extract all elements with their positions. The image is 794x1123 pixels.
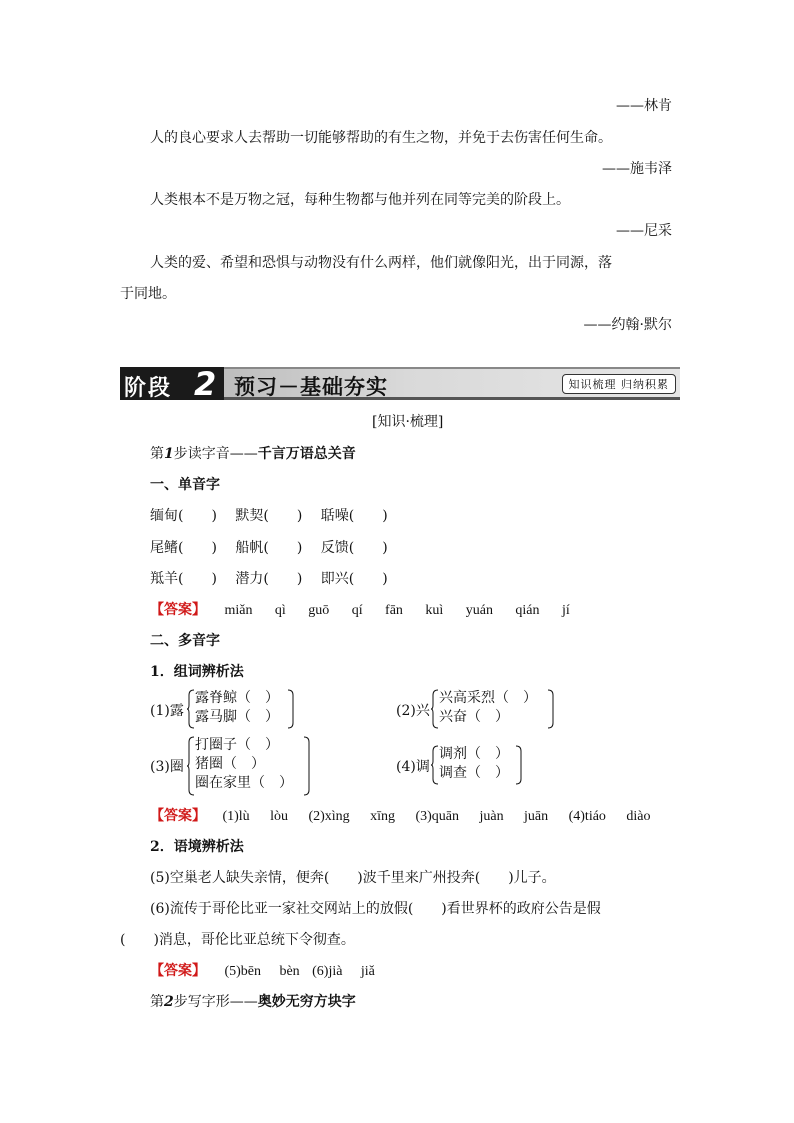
sub2-1-heading: 1．组词辨析法	[150, 664, 244, 680]
quote-author-nietzsche: ——尼采	[616, 223, 672, 239]
row3	[150, 569, 388, 589]
stage-tag: 知识梳理 归纳积累	[562, 374, 677, 394]
quote-text-nietzsche: 人类根本不是万物之冠，每种生物都与他并列在同等完美的阶段上。	[150, 192, 570, 208]
row2-item-1: 尾鳍( )	[150, 540, 217, 556]
group3-item-3: 圈在家里（ ）	[195, 775, 293, 791]
group4-head: (4)调	[396, 759, 430, 775]
quote-author-schweitzer: ——施韦泽	[602, 161, 672, 177]
ans2-8: diào	[626, 809, 651, 824]
answer-label-2: 【答案】	[150, 808, 206, 824]
ans1-4: fān	[385, 603, 403, 618]
ans1-6: yuán	[465, 603, 493, 618]
stage-label: 阶段	[124, 376, 173, 401]
ans1-3: qí	[351, 603, 363, 618]
context-5: (5)空巢老人缺失亲情，便奔( )波千里来广州投奔( )儿子。	[150, 870, 556, 886]
step2-mid: 步写字形——	[173, 994, 258, 1010]
ans1-8: jí	[561, 603, 570, 618]
group4-right-brace	[515, 745, 523, 785]
stage-title: 预习－基础夯实	[234, 375, 388, 399]
ans2-6: juān	[524, 809, 549, 824]
stage-banner	[120, 365, 680, 403]
sub1-heading: 一、单音字	[150, 477, 220, 493]
ans1-1: qì	[274, 603, 286, 618]
step2-num: 2	[164, 994, 174, 1010]
group2-item-2: 兴奋（ ）	[439, 709, 509, 725]
step1-heading	[150, 444, 356, 464]
group1-right-brace	[287, 689, 295, 729]
group3-head: (3)圈	[150, 759, 184, 775]
ans1-0: miǎn	[224, 603, 253, 618]
step2-bold: 奥妙无穷方块字	[257, 994, 356, 1010]
group1-head: (1)露	[150, 703, 184, 719]
row2	[150, 538, 388, 558]
quote-author-lincoln: ——林肯	[616, 98, 672, 114]
group1-left-brace	[187, 689, 195, 729]
ans2-4: (3)quān	[415, 809, 460, 824]
group4-item-1: 调剂（ ）	[439, 746, 509, 762]
ans2-7: (4)tiáo	[568, 809, 606, 824]
ans1-5: kuì	[425, 603, 444, 618]
sub2-2-heading: 2．语境辨析法	[150, 839, 244, 855]
answer-label-1: 【答案】	[150, 602, 206, 618]
ans3-3: jiǎ	[360, 964, 375, 979]
step2-heading	[150, 992, 356, 1012]
section-heading: [知识·梳理]	[372, 414, 444, 430]
ans1-7: qián	[515, 603, 540, 618]
ans3-0: (5)bēn	[224, 964, 261, 979]
stage-number: 2	[194, 365, 217, 403]
group1-item-2: 露马脚（ ）	[195, 709, 279, 725]
step1-num: 1	[164, 446, 174, 462]
stage-label-box	[120, 365, 224, 403]
row1-item-2: 默契( )	[235, 508, 303, 524]
group2-head: (2)兴	[396, 703, 430, 719]
ans3-1: bèn	[279, 964, 300, 979]
step1-mid: 步读字音——	[173, 446, 258, 462]
group3-item-2: 猪圈（ ）	[195, 756, 265, 772]
quote-text-muir-b: 于同地。	[120, 286, 176, 302]
group1-item-1: 露脊鲸（ ）	[195, 690, 279, 706]
answer-label-3: 【答案】	[150, 963, 206, 979]
group2-right-brace	[547, 689, 555, 729]
row2-item-3: 反馈( )	[320, 540, 388, 556]
quote-text-schweitzer: 人的良心要求人去帮助一切能够帮助的有生之物，并免于去伤害任何生命。	[150, 130, 612, 146]
answer2	[150, 806, 651, 827]
answer3	[150, 961, 375, 982]
quote-text-muir-a: 人类的爱、希望和恐惧与动物没有什么两样，他们就像阳光，出于同源，落	[150, 255, 612, 271]
group4-left-brace	[431, 745, 439, 785]
row3-item-1: 羝羊( )	[150, 571, 217, 587]
stage-title-bar	[224, 367, 680, 400]
ans2-0: (1)lù	[222, 809, 250, 824]
group3-item-1: 打圈子（ ）	[195, 737, 279, 753]
row3-item-3: 即兴( )	[320, 571, 388, 587]
ans1-2: guō	[308, 603, 330, 618]
ans2-3: xīng	[370, 809, 396, 824]
group2-item-1: 兴高采烈（ ）	[439, 690, 537, 706]
ans3-2: (6)jià	[312, 964, 343, 979]
step2-pre: 第	[150, 994, 164, 1010]
row3-item-2: 潜力( )	[235, 571, 303, 587]
group2-left-brace	[431, 689, 439, 729]
ans2-2: (2)xìng	[308, 809, 350, 824]
quote-author-muir: ——约翰·默尔	[583, 317, 672, 333]
context-6b: ( )消息，哥伦比亚总统下令彻查。	[120, 932, 355, 948]
answer1	[150, 600, 570, 621]
row1-item-1: 缅甸( )	[150, 508, 217, 524]
ans2-5: juàn	[479, 809, 504, 824]
ans2-1: lòu	[270, 809, 289, 824]
group3-right-brace	[303, 736, 311, 796]
row1-item-3: 聒噪( )	[320, 508, 388, 524]
row2-item-2: 船帆( )	[235, 540, 303, 556]
context-6a: (6)流传于哥伦比亚一家社交网站上的放假( )看世界杯的政府公告是假	[150, 901, 601, 917]
group4-item-2: 调查（ ）	[439, 765, 509, 781]
sub2-heading: 二、多音字	[150, 633, 220, 649]
group3-left-brace	[187, 736, 195, 796]
step1-bold: 千言万语总关音	[257, 446, 356, 462]
row1	[150, 506, 388, 526]
step1-pre: 第	[150, 446, 164, 462]
